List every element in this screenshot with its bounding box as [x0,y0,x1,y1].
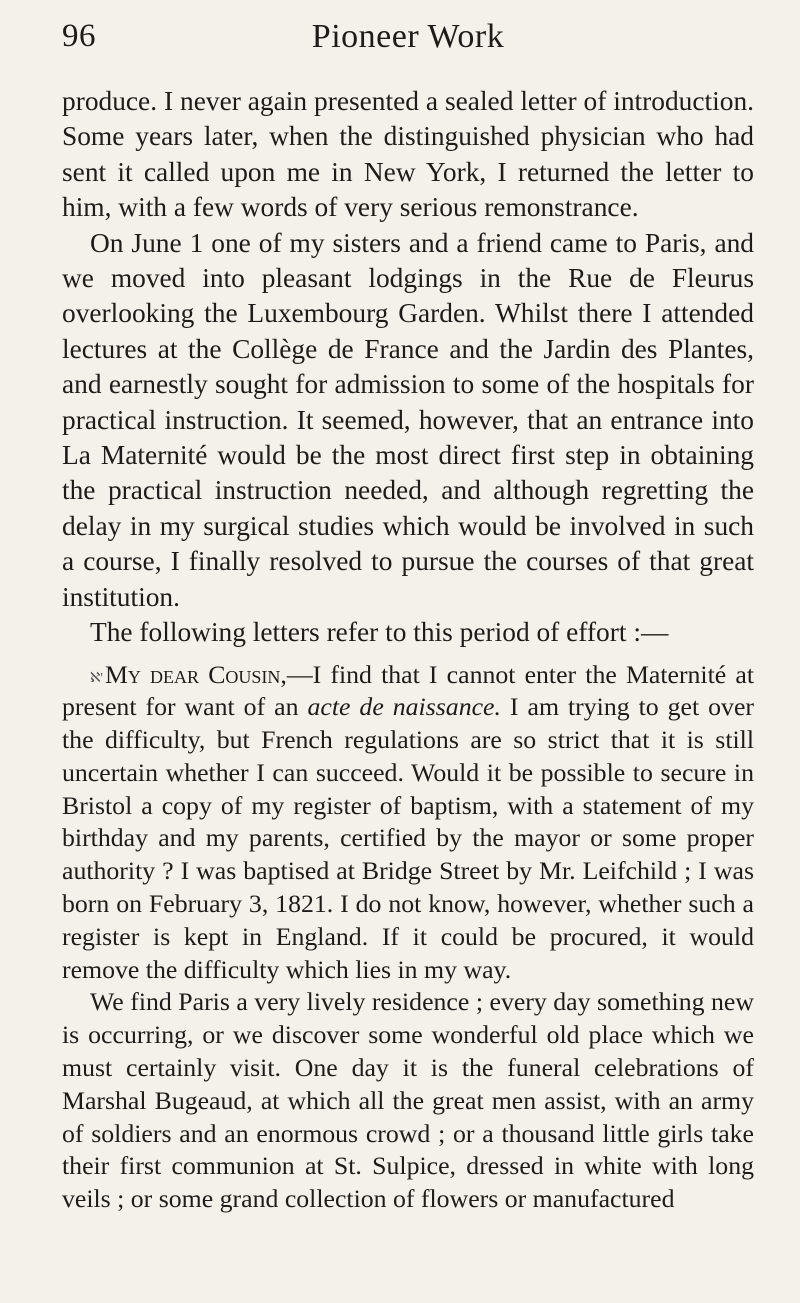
stray-mark: ℵ' [90,670,103,686]
running-title: Pioneer Work [311,18,505,55]
paragraph-3: The following letters refer to this period of effort :— [90,617,669,648]
page-header [62,0,754,84]
letter-paragraph-1 [62,659,754,987]
page-number: 96 [62,18,96,54]
letter-paragraph-2: We find Paris a very lively residence ; every day something new is occurring, or we discover some wonderful old place which we must certainly visit. One day it is the funeral celebrations of Marshal Bugeaud, at which all the great men assist, with an army of soldiers and an enormous crowd ; or a thousand little girls take their first communion at St. Sulpice, dressed in white with long veils ; or some grand collection of flowers or manufactured [62,987,754,1214]
letter-text-1b: I am trying to get over the difficulty, but French regulations are so strict that it is still uncertain whether I can succeed. Would it be possible to secure in Bristol a copy of my register of baptism, with a statement of my birthday and my parents, certified by the mayor or some proper authority ? I was baptised at Bridge Street by Mr. Leifchild ; I was born on February 3, 1821. I do not know, however, whether such a register is kept in England. If it could be procured, it would remove the difficulty which lies in my way. [62,692,754,984]
body-text [62,84,754,651]
paragraph-1: produce. I never again presented a sealed letter of introduction. Some years later, when the distinguished physician who had sent it called upon me in New York, I returned the letter to him, with a few words of very serious remonstrance. [62,86,754,223]
letter-salutation: My dear Cousin, [104,659,287,689]
paragraph-2: On June 1 one of my sisters and a friend came to Paris, and we moved into pleasant lodgings in the Rue de Fleurus overlooking the Luxembourg Garden. Whilst there I attended lectures at the Collège de France and the Jardin des Plantes, and earnestly sought for admission to some of the hospitals for practical instruction. It seemed, however, that an entrance into La Maternité would be the most direct first step in obtaining the practical instruction needed, and although regretting the delay in my surgical studies which would be involved in such a course, I finally resolved to pursue the courses of that great institution. [62,227,754,612]
letter-text-1a: —I find that I cannot enter the Maternité at present for want of an [62,659,754,722]
quoted-letter [62,659,754,1217]
letter-italic-phrase: acte de naissance. [307,692,501,722]
